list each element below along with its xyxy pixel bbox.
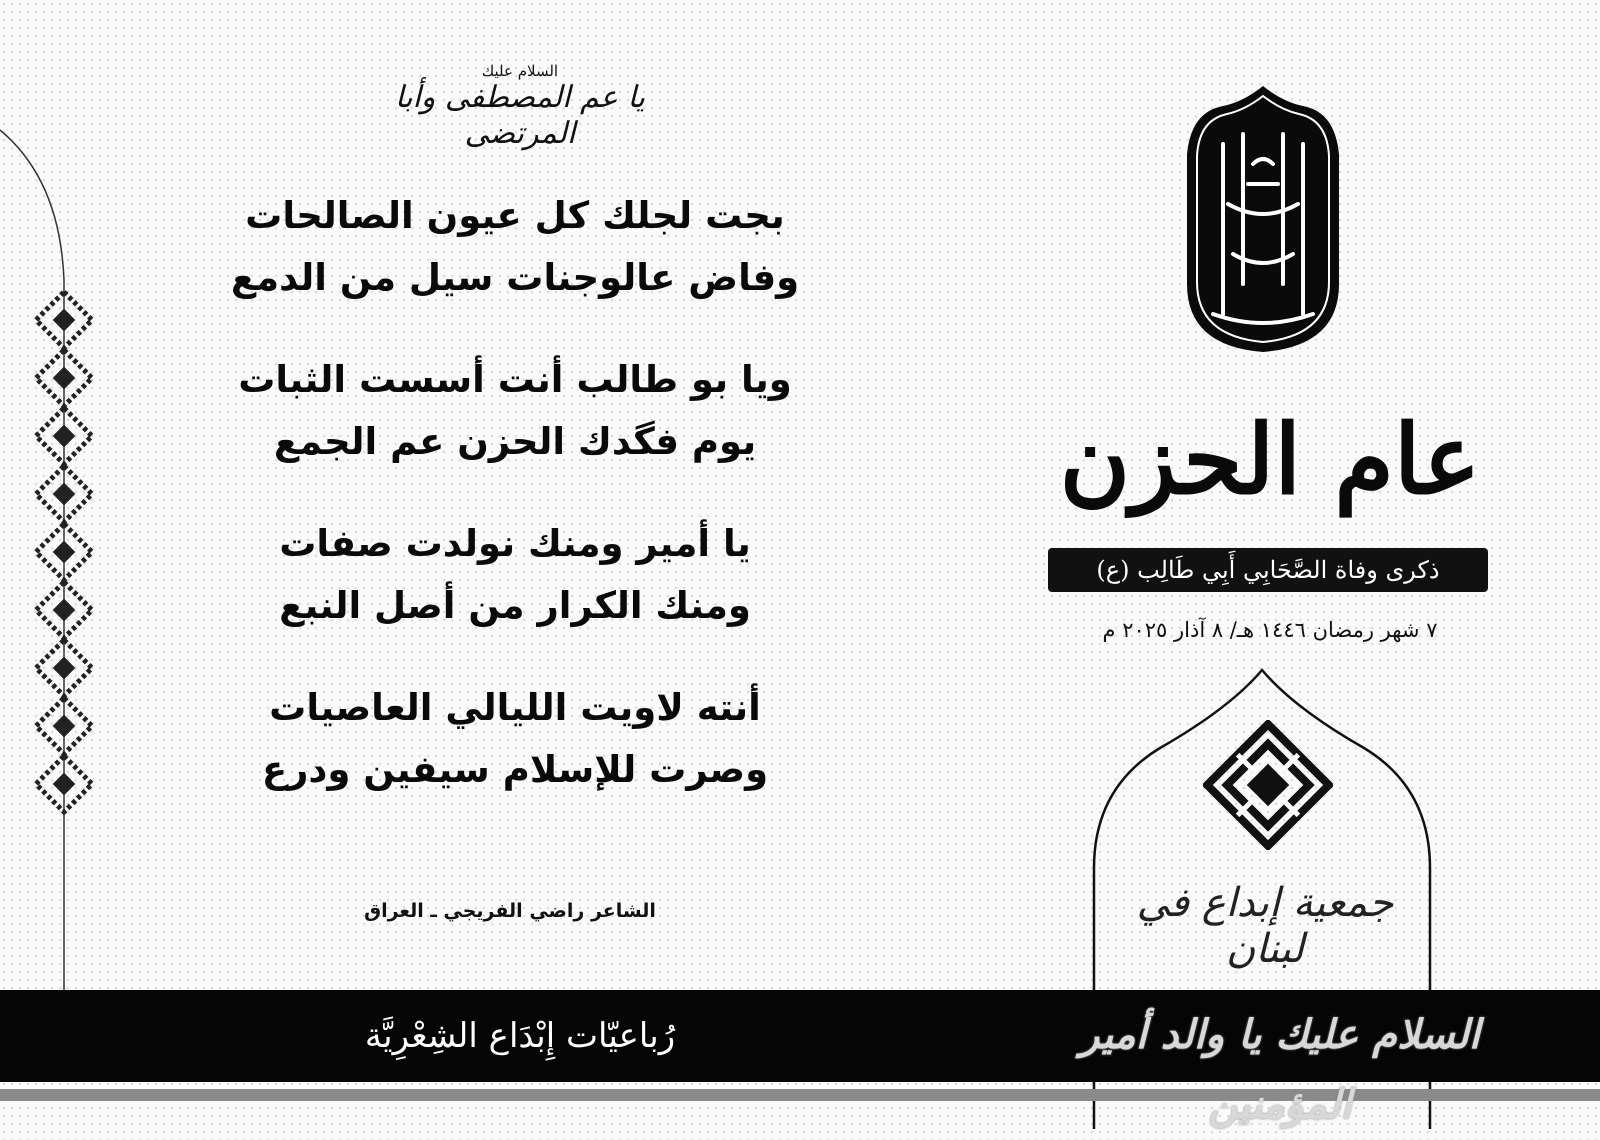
ornament-diamond-core: [53, 599, 76, 622]
ornament-diamond-core: [53, 657, 76, 680]
ornament-diamond-core: [53, 541, 76, 564]
salutation-calligraphy: السلام عليك يا والد أمير المؤمنين: [1080, 1011, 1480, 1128]
greeting-main: يا عم المصطفى وأبا المرتضى: [395, 80, 645, 151]
year-of-sorrow-title: عام الحزن: [1059, 403, 1481, 516]
poem: [210, 185, 820, 841]
organization-name: جمعية إبداع في لبنان: [1136, 880, 1394, 972]
poem-line: بجت لجلك كل عيون الصالحات: [245, 194, 785, 237]
poem-line: ويا بو طالب أنت أسست الثبات: [238, 358, 792, 401]
ornament-diamond-core: [53, 309, 76, 332]
greeting-top: السلام عليك: [481, 62, 559, 80]
ornament-diamond-core: [53, 715, 76, 738]
ornament-diamond-core: [53, 425, 76, 448]
greeting-calligraphy: [390, 62, 650, 152]
kufic-emblem: [1203, 720, 1333, 850]
poem-line: وصرت للإسلام سيفين ودرع: [261, 748, 769, 791]
banner-text: ذكرى وفاة الصَّحَابِي أَبِي طَالِب (ع): [1096, 556, 1440, 584]
series-title: رُباعيّات إِبْدَاع الشِعْرِيَّة: [364, 1016, 676, 1056]
ornament-diamond-core: [53, 367, 76, 390]
poem-line: يا أمير ومنك نولدت صفات: [279, 522, 751, 565]
left-arch-ornament: [0, 0, 110, 1000]
poem-line: يوم فگدك الحزن عم الجمع: [273, 420, 757, 463]
stanza-3: [210, 513, 820, 637]
ornament-diamond-core: [53, 483, 76, 506]
ornamental-strip: [36, 292, 92, 812]
poet-credit: الشاعر راضي الفريجي ـ العراق: [364, 900, 656, 922]
stanza-2: [210, 349, 820, 473]
poem-line: أنته لاويت الليالي العاصيات: [269, 686, 761, 729]
poem-line: ومنك الكرار من أصل النبع: [279, 584, 751, 627]
calligraphy-seal: [1183, 84, 1343, 354]
date-line: ٧ شهر رمضان ١٤٤٦ هـ/ ٨ آذار ٢٠٢٥ م: [1102, 618, 1438, 642]
ornament-diamond-core: [53, 773, 76, 796]
poem-line: وفاض عالوجنات سيل من الدمع: [230, 256, 800, 299]
stanza-4: [210, 677, 820, 801]
stanza-1: [210, 185, 820, 309]
